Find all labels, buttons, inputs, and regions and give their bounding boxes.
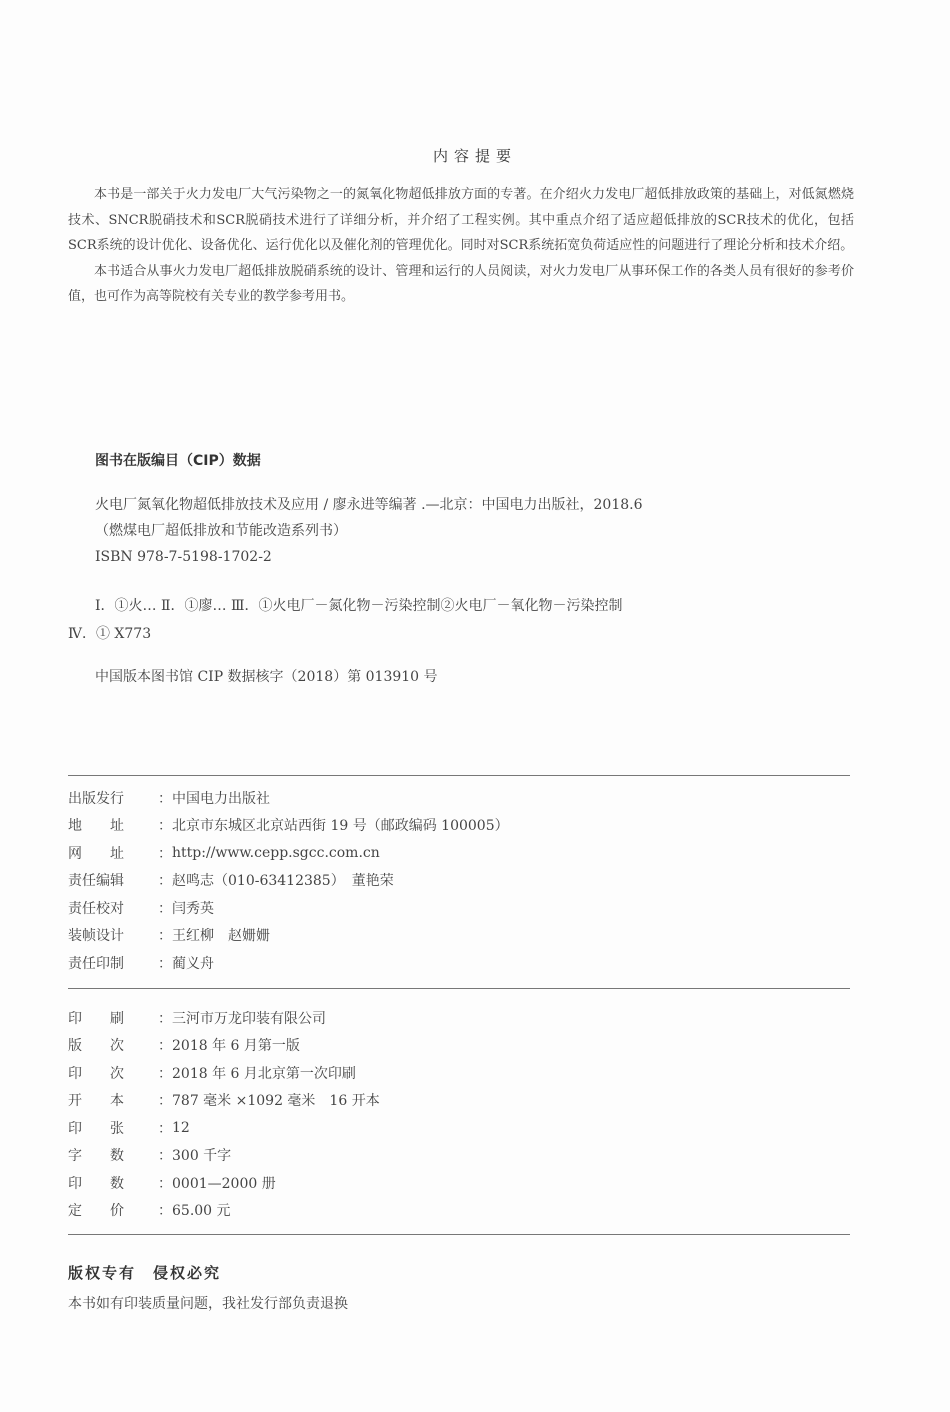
cip-classification [68,592,858,648]
info-value: 65.00 元 [172,1203,231,1220]
publishing-info [68,784,850,977]
summary-body [68,182,854,310]
cip-title-line: 火电厂氮氧化物超低排放技术及应用 / 廖永进等编著 .—北京：中国电力出版社，2018.6 [95,497,643,513]
info-value: 北京市东城区北京站西街 19 号（邮政编码 100005） [172,818,509,835]
info-colon: ： [158,1065,172,1082]
cip-verify-line: 中国版本图书馆 CIP 数据核字（2018）第 013910 号 [95,669,438,685]
info-colon: ： [158,1203,172,1220]
info-colon: ： [158,1010,172,1027]
info-row [68,784,850,812]
copyright-note: 本书如有印装质量问题，我社发行部负责退换 [68,1296,348,1312]
info-value: 中国电力出版社 [172,790,270,807]
info-key: 印 刷 [68,1010,124,1027]
info-row [68,839,850,867]
summary-paragraph-2: 本书适合从事火力发电厂超低排放脱硝系统的设计、管理和运行的人员阅读，对火力发电厂从事环保工作的各类人员有很好的参考价值，也可作为高等院校有关专业的教学参考用书。 [68,263,854,304]
info-value: 0001—2000 册 [172,1175,276,1192]
divider-rule [68,775,850,776]
info-colon: ： [158,928,172,945]
info-key: 地 址 [68,818,124,835]
cip-record [95,492,855,570]
info-value: 赵鸣志（010-63412385） 董艳荣 [172,873,394,890]
info-key: 印 次 [68,1065,124,1082]
info-colon: ： [158,845,172,862]
info-value: 蔺义舟 [172,955,214,972]
info-value: 2018 年 6 月北京第一次印刷 [172,1065,356,1082]
info-key: 印 数 [68,1175,124,1192]
info-value: 300 千字 [172,1148,232,1165]
info-value: 王红柳 赵姗姗 [172,928,270,945]
cip-class-line-1: Ⅰ．①火… Ⅱ．①廖… Ⅲ．①火电厂－氮化物－污染控制②火电厂－氧化物－污染控制 [95,598,623,614]
info-row [68,1142,850,1170]
info-value: 787 毫米 ×1092 毫米 16 开本 [172,1093,380,1110]
info-row [68,1197,850,1225]
info-value: 闫秀英 [172,900,214,917]
info-key: 网 址 [68,845,124,862]
copyright-heading: 版权专有 侵权必究 [68,1264,222,1282]
info-row [68,1032,850,1060]
info-value: http://www.cepp.sgcc.com.cn [172,844,380,861]
info-row [68,949,850,977]
info-row [68,867,850,895]
info-key: 印 张 [68,1120,124,1137]
info-value: 12 [172,1119,190,1136]
info-colon: ： [158,955,172,972]
info-row [68,1087,850,1115]
info-colon: ： [158,1093,172,1110]
info-colon: ： [158,873,172,890]
info-colon: ： [158,1120,172,1137]
info-value: 2018 年 6 月第一版 [172,1038,300,1055]
cip-series-line: （燃煤电厂超低排放和节能改造系列书） [95,523,347,539]
info-colon: ： [158,818,172,835]
cip-heading: 图书在版编目（CIP）数据 [95,453,261,469]
cip-isbn-line: ISBN 978-7-5198-1702-2 [95,549,272,565]
info-colon: ： [158,1148,172,1165]
info-key: 责任编辑 [68,873,124,890]
divider-rule [68,988,850,989]
cip-class-line-2: Ⅳ．① X773 [68,626,152,642]
info-colon: ： [158,1175,172,1192]
info-value: 三河市万龙印装有限公司 [172,1010,326,1027]
summary-paragraph-1: 本书是一部关于火力发电厂大气污染物之一的氮氧化物超低排放方面的专著。在介绍火力发电厂超低排放政策的基础上，对低氮燃烧技术、SNCR脱硝技术和SCR脱硝技术进行了详细分析，并介绍了工程实例。其中重点介绍了适应超低排放的SCR技术的优化，包括SCR系统的设计优化、设备优化、运行优化以及催化剂的管理优化。同时对SCR系统拓宽负荷适应性的问题进行了理论分析和技术介绍。 [68,187,854,253]
info-key: 定 价 [68,1203,124,1220]
info-key: 出版发行 [68,790,124,807]
info-colon: ： [158,900,172,917]
info-row [68,1004,850,1032]
info-key: 责任校对 [68,900,124,917]
info-key: 开 本 [68,1093,124,1110]
divider-rule [68,1234,850,1235]
info-row [68,894,850,922]
info-colon: ： [158,790,172,807]
info-row [68,1114,850,1142]
info-row [68,1169,850,1197]
printing-info [68,1004,850,1224]
info-key: 版 次 [68,1038,124,1055]
info-key: 装帧设计 [68,928,124,945]
info-key: 字 数 [68,1148,124,1165]
summary-title: 内容提要 [432,147,517,165]
info-row [68,1059,850,1087]
info-row [68,922,850,950]
info-row [68,812,850,840]
info-key: 责任印制 [68,955,124,972]
info-colon: ： [158,1038,172,1055]
